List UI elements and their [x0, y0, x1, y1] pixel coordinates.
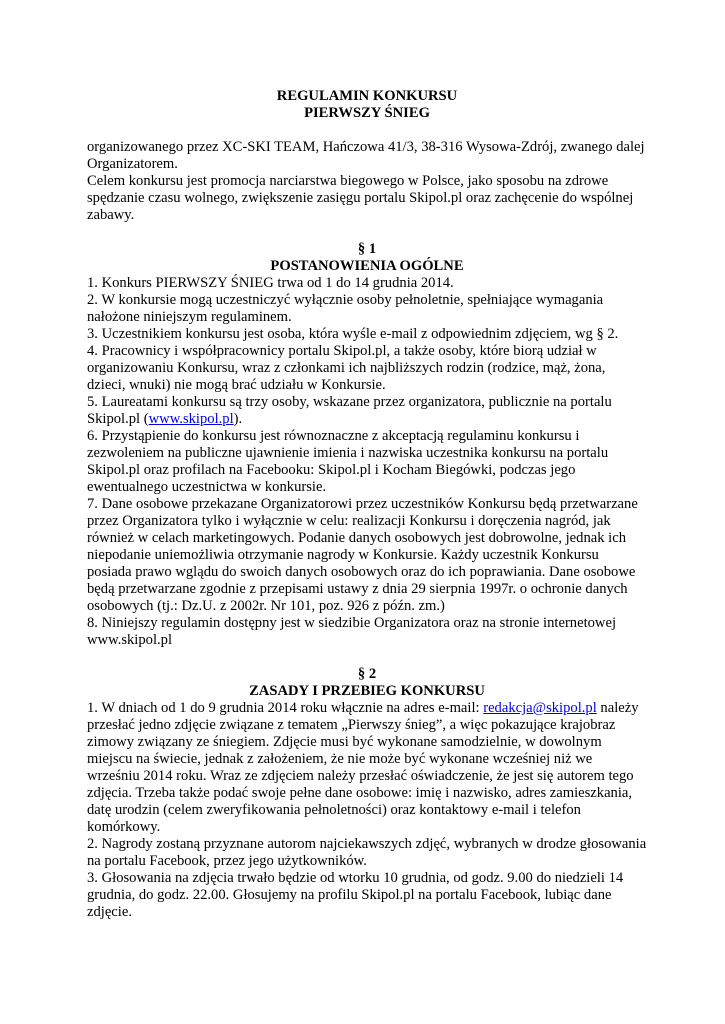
section-1-item-8: 8. Niniejszy regulamin dostępny jest w siedzibie Organizatora oraz na stronie internetowej www.skipol.pl: [87, 615, 616, 648]
section-1-item-6: 6. Przystąpienie do konkursu jest równoznaczne z akceptacją regulaminu konkursu i zezwoleniem na publiczne ujawnienie imienia i nazwiska uczestnika konkursu na portalu Skipol.pl oraz profilach na Facebooku: Skipol.pl i Kocham Biegówki, podczas jego ewentualnego uczestnictwa w konkursie.: [87, 428, 609, 495]
section-2-item-3: 3. Głosowania na zdjęcia trwało będzie od wtorku 10 grudnia, od godz. 9.00 do niedzieli 14 grudnia, do godz. 22.00. Głosujemy na profilu Skipol.pl na portalu Facebook, lubiąc dane zdjęcie.: [87, 870, 624, 920]
section-1-item-2: 2. W konkursie mogą uczestniczyć wyłącznie osoby pełnoletnie, spełniające wymagania nałożone niniejszym regulaminem.: [87, 292, 604, 325]
section-2-number: § 2: [357, 666, 377, 682]
intro-organizer-paragraph: organizowanego przez XC-SKI TEAM, Hańczowa 41/3, 38-316 Wysowa-Zdrój, zwanego dalej Organizatorem.: [87, 139, 645, 172]
spacer: [87, 649, 647, 666]
section-1-heading: POSTANOWIENIA OGÓLNE: [270, 258, 464, 274]
section-1-item-5-end: ).: [233, 411, 243, 427]
section-2-item-1-rest: należy przesłać jedno zdjęcie związane z tematem „Pierwszy śnieg”, a więc pokazujące krajobraz zimowy związany ze śniegiem. Zdjęcie musi być wykonane samodzielnie, w dowolnym miejscu na świecie, jednak z założeniem, że nie może być wykonane wcześniej niż we wrześniu 2014 roku. Wraz ze zdjęciem należy przesłać oświadczenie, że jest się autorem tego zdjęcia. Trzeba także podać swoje pełne dane osobowe: imię i nazwisko, adres zamieszkania, datę urodzin (celem zweryfikowania pełnoletności) oraz kontaktowy e-mail i telefon komórkowy.: [87, 700, 639, 835]
section-2-heading: ZASADY I PRZEBIEG KONKURSU: [249, 683, 485, 699]
document-title: REGULAMIN KONKURSU: [276, 88, 458, 104]
section-1-item-5-text: 5. Laureatami konkursu są trzy osoby, wskazane przez organizatora, publicznie na portalu Skipol.pl (: [87, 394, 612, 427]
section-1-item-3: 3. Uczestnikiem konkursu jest osoba, która wyśle e-mail z odpowiednim zdjęciem, wg § 2.: [87, 326, 619, 342]
section-1-item-5: [87, 394, 647, 428]
section-2-item-1: [87, 700, 647, 836]
section-1-item-7: 7. Dane osobowe przekazane Organizatorowi przez uczestników Konkursu będą przetwarzane przez Organizatora tylko i wyłącznie w celu: realizacji Konkursu i doręczenia nagród, jak również w celach marketingowych. Podanie danych osobowych jest dobrowolne, jednak ich niepodanie uniemożliwia otrzymanie nagrody w Konkursie. Każdy uczestnik Konkursu posiada prawo wglądu do swoich danych osobowych oraz do ich poprawiania. Dane osobowe będą przetwarzane zgodnie z przepisami ustawy z dnia 29 sierpnia 1997r. o ochronie danych osobowych (tj.: Dz.U. z 2002r. Nr 101, poz. 926 z późn. zm.): [87, 496, 638, 614]
document-body: [87, 88, 647, 921]
document-subtitle: PIERWSZY ŚNIEG: [304, 105, 430, 121]
section-2-item-2: 2. Nagrody zostaną przyznane autorom najciekawszych zdjęć, wybranych w drodze głosowania na portalu Facebook, przez jego użytkowników.: [87, 836, 647, 869]
section-1-item-4: 4. Pracownicy i współpracownicy portalu Skipol.pl, a także osoby, które biorą udział w organizowaniu Konkursu, wraz z członkami ich najbliższych rodzin (rodzice, mąż, żona, dzieci, wnuki) nie mogą brać udziału w Konkursie.: [87, 343, 606, 393]
document-title-block: [87, 88, 647, 122]
redakcja-email-link[interactable]: redakcja@skipol.pl: [483, 700, 597, 716]
section-2-item-1-text: 1. W dniach od 1 do 9 grudnia 2014 roku włącznie na adres e-mail:: [87, 700, 484, 716]
skipol-website-link[interactable]: www.skipol.pl: [148, 411, 234, 427]
section-1-item-1: 1. Konkurs PIERWSZY ŚNIEG trwa od 1 do 14 grudnia 2014.: [87, 275, 454, 291]
intro-purpose-paragraph: Celem konkursu jest promocja narciarstwa biegowego w Polsce, jako sposobu na zdrowe spędzanie czasu wolnego, zwiększenie zasięgu portalu Skipol.pl oraz zachęcenie do wspólnej zabawy.: [87, 173, 634, 223]
section-1-number: § 1: [357, 241, 377, 257]
spacer: [87, 224, 647, 241]
